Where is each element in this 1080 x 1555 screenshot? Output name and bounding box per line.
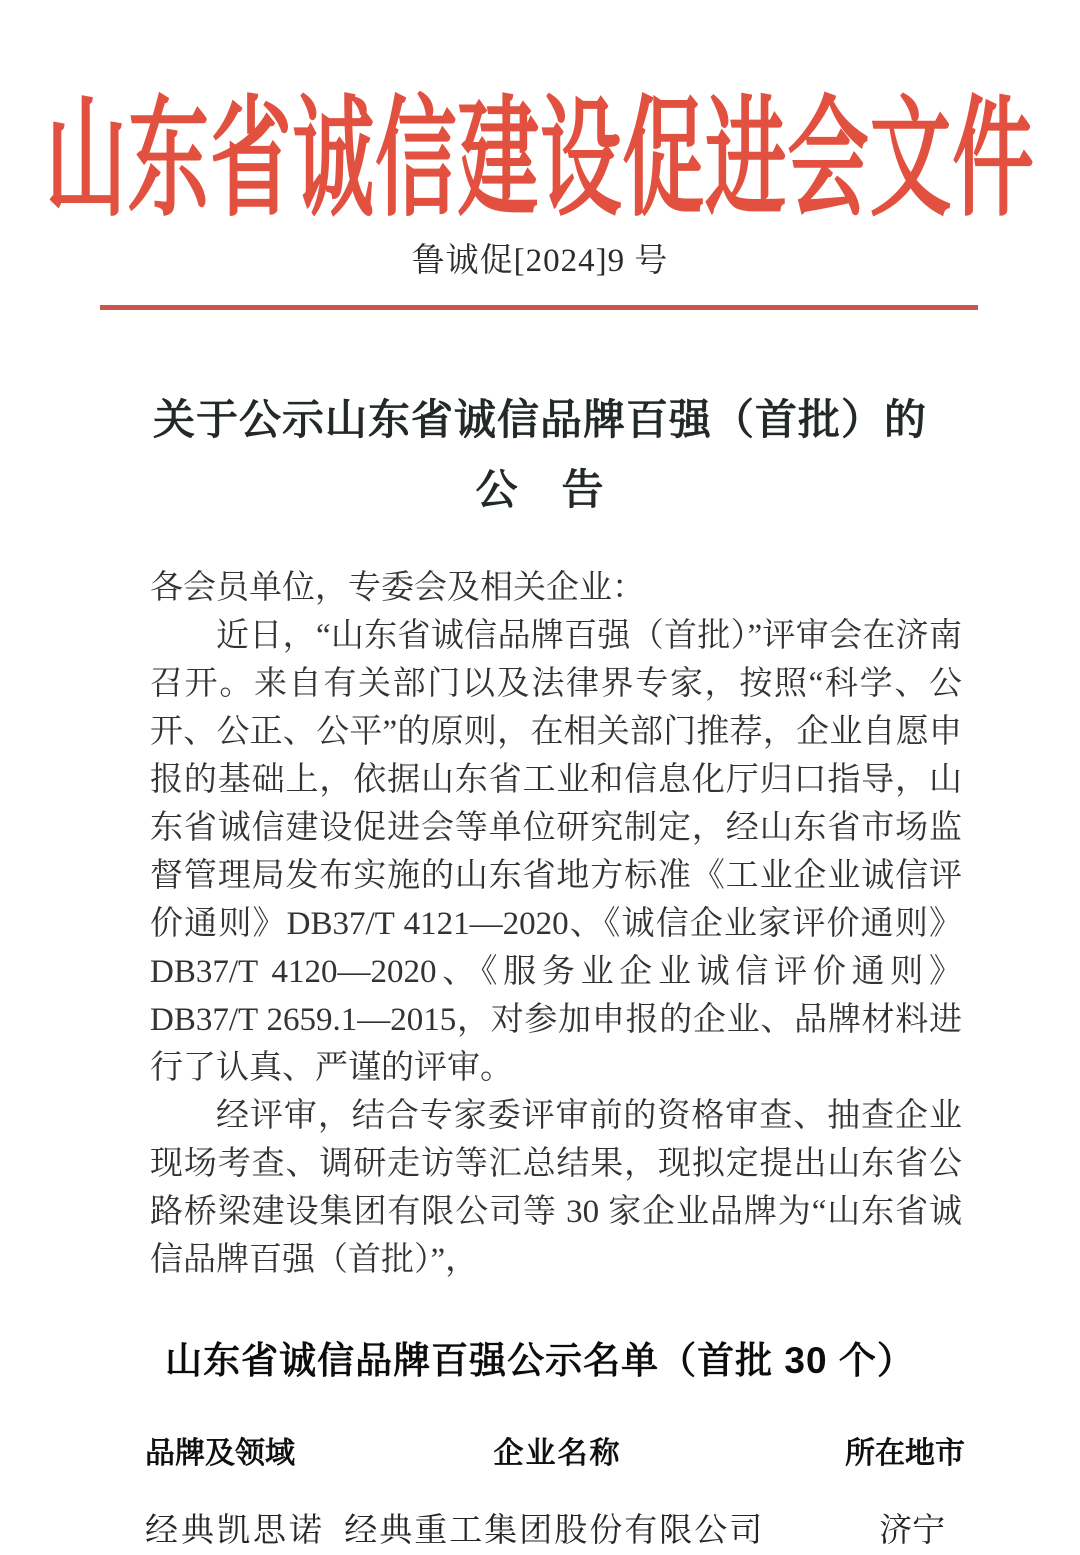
roster-header-row (145, 1428, 980, 1472)
column-header-brand-and-field: 品牌及领域 (145, 1437, 295, 1470)
roster-table (145, 1428, 980, 1551)
column-header-city: 所在地市 (845, 1437, 965, 1470)
announcement-title (0, 386, 1080, 526)
row-company-name: 经典重工集团股份有限公司 (344, 1513, 765, 1549)
red-divider-line (100, 305, 978, 310)
column-header-company-name: 企业名称 (493, 1437, 622, 1470)
organization-document-title: 山东省诚信建设促进会文件 (45, 88, 1035, 233)
table-row (145, 1504, 980, 1551)
body-paragraph-1: 近日，“山东省诚信品牌百强（首批）”评审会在济南召开。来自有关部门以及法律界专家，按照“科学、公开、公正、公平”的原则，在相关部门推荐，企业自愿申报的基础上，依据山东省工业和信息化厅归口指导，山东省诚信建设促进会等单位研究制定，经山东省市场监督管理局发布实施的山东省地方标准《工业企业诚信评价通则》DB37/T 4121—2020、《诚信企业家评价通则》DB37/T 4120—2020、《服务业企业诚信评价通则》DB37/T 2659.1—2015，对参加申报的企业、品牌材料进行了认真、严谨的评审。 (150, 618, 962, 1086)
body-text (150, 564, 962, 1284)
announcement-title-line1: 关于公示山东省诚信品牌百强（首批）的 (152, 398, 927, 444)
announcement-title-line2: 公 告 (475, 468, 605, 514)
document-number: 鲁诚促[2024]9 号 (411, 243, 669, 279)
red-header-banner (0, 72, 1080, 233)
row-brand-name: 经典凯思诺 (145, 1513, 325, 1549)
roster-list-heading: 山东省诚信品牌百强公示名单（首批 30 个） (165, 1340, 915, 1381)
salutation-line: 各会员单位，专委会及相关企业： (150, 570, 645, 606)
row-city-name: 济宁 (879, 1513, 946, 1549)
body-paragraph-2: 经评审，结合专家委评审前的资格审查、抽查企业现场考查、调研走访等汇总结果，现拟定提出山东省公路桥梁建设集团有限公司等 30 家企业品牌为“山东省诚信品牌百强（首批）”， (150, 1098, 962, 1278)
